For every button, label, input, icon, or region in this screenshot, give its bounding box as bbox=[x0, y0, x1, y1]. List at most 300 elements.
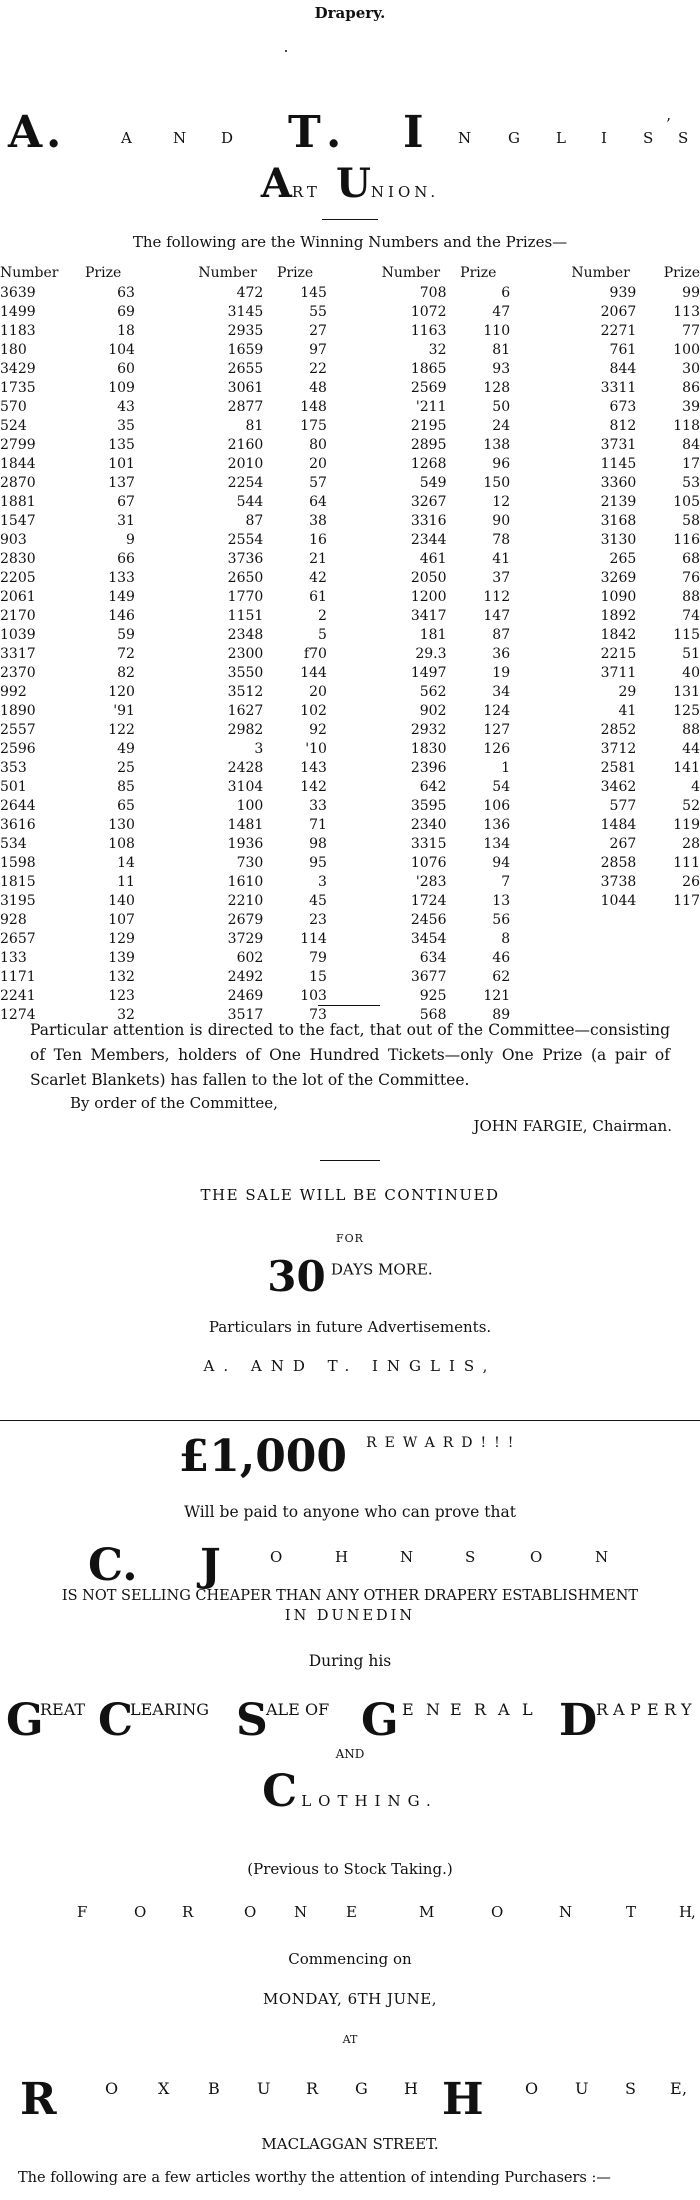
winning-number: 2554 bbox=[227, 532, 264, 548]
column-gap bbox=[510, 436, 565, 455]
winning-number: 1151 bbox=[227, 608, 264, 624]
column-gap bbox=[510, 721, 565, 740]
brand-dot-2: . bbox=[326, 107, 342, 158]
prize-number: 56 bbox=[492, 912, 511, 928]
brand-g: G bbox=[508, 129, 520, 147]
prize-number: 27 bbox=[309, 323, 327, 339]
prize-number: 147 bbox=[483, 608, 511, 624]
winning-number: 87 bbox=[245, 513, 264, 529]
prize-number: 146 bbox=[108, 608, 135, 624]
prize-row bbox=[0, 455, 700, 474]
winning-number: 1830 bbox=[410, 741, 447, 757]
prize-number: 53 bbox=[682, 475, 700, 491]
prize-row bbox=[0, 607, 700, 626]
prize-number: 46 bbox=[492, 950, 511, 966]
prize-number: 66 bbox=[117, 551, 135, 567]
prize-number: 100 bbox=[673, 342, 700, 358]
column-gap bbox=[135, 873, 192, 892]
winning-number: 1547 bbox=[0, 513, 36, 529]
column-gap bbox=[327, 645, 375, 664]
column-gap bbox=[135, 550, 192, 569]
column-gap bbox=[510, 588, 565, 607]
prize-number: 25 bbox=[117, 760, 135, 776]
column-gap bbox=[135, 645, 192, 664]
prize-number: 126 bbox=[483, 741, 511, 757]
prize-number: 94 bbox=[492, 855, 511, 871]
prize-row bbox=[0, 740, 700, 759]
brand-and-a: A bbox=[121, 129, 132, 147]
column-gap bbox=[135, 702, 192, 721]
winning-number: 2271 bbox=[600, 323, 637, 339]
winning-number: 3267 bbox=[410, 494, 447, 510]
winning-number: 2160 bbox=[227, 437, 264, 453]
prize-number: 133 bbox=[108, 570, 135, 586]
winning-number: 2569 bbox=[410, 380, 447, 396]
column-gap bbox=[327, 892, 375, 911]
prize-number: 16 bbox=[309, 532, 327, 548]
prize-number: 110 bbox=[483, 323, 511, 339]
prize-number bbox=[636, 987, 700, 1006]
column-gap bbox=[135, 816, 192, 835]
prize-number: 130 bbox=[108, 817, 135, 833]
prize-row bbox=[0, 436, 700, 455]
prize-row bbox=[0, 550, 700, 569]
winning-number: 3711 bbox=[600, 665, 637, 681]
prize-number: 40 bbox=[682, 665, 700, 681]
column-gap bbox=[135, 740, 192, 759]
previous-stock-taking: (Previous to Stock Taking.) bbox=[247, 1860, 453, 1878]
prize-number: 142 bbox=[300, 779, 327, 795]
winning-number: 1735 bbox=[0, 380, 36, 396]
column-gap bbox=[135, 569, 192, 588]
prize-number: 8 bbox=[501, 931, 511, 947]
winning-number: 3550 bbox=[227, 665, 264, 681]
winning-number: 2935 bbox=[227, 323, 264, 339]
order-line: By order of the Committee, bbox=[70, 1094, 278, 1112]
prize-number: 33 bbox=[309, 798, 327, 814]
winning-number: 2396 bbox=[410, 760, 447, 776]
winning-number: 133 bbox=[0, 950, 27, 966]
column-gap bbox=[510, 702, 565, 721]
column-gap bbox=[327, 911, 375, 930]
column-gap bbox=[510, 873, 565, 892]
column-gap bbox=[327, 417, 375, 436]
prize-number: 139 bbox=[108, 950, 135, 966]
prize-row bbox=[0, 303, 700, 322]
winning-number: 2596 bbox=[0, 741, 36, 757]
winning-number: 2300 bbox=[227, 646, 264, 662]
winning-number: 2010 bbox=[227, 456, 264, 472]
brand-i: I bbox=[601, 129, 607, 147]
prizes-intro: The following are the Winning Numbers and the Prizes— bbox=[132, 233, 568, 251]
winning-number: 2655 bbox=[227, 361, 264, 377]
prize-number: 47 bbox=[492, 304, 511, 320]
prize-number: 99 bbox=[682, 285, 700, 301]
column-gap bbox=[135, 436, 192, 455]
winning-number: 2067 bbox=[600, 304, 637, 320]
prize-number: 84 bbox=[682, 437, 700, 453]
column-gap bbox=[135, 911, 192, 930]
winning-number: 3712 bbox=[600, 741, 637, 757]
prize-number: 80 bbox=[309, 437, 327, 453]
winning-number: 562 bbox=[419, 684, 447, 700]
winning-number: 1627 bbox=[227, 703, 264, 719]
winning-number: 1865 bbox=[410, 361, 447, 377]
prize-number: 128 bbox=[483, 380, 511, 396]
commencing-on: Commencing on bbox=[288, 1950, 412, 1968]
winning-number: 1598 bbox=[0, 855, 36, 871]
month-letter: H bbox=[679, 1903, 693, 1921]
prize-row bbox=[0, 816, 700, 835]
prize-number: 21 bbox=[309, 551, 327, 567]
prize-number: 24 bbox=[492, 418, 511, 434]
prize-row bbox=[0, 778, 700, 797]
winning-number: 267 bbox=[609, 836, 637, 852]
prize-number: 112 bbox=[483, 589, 511, 605]
winning-number: 2650 bbox=[227, 570, 264, 586]
brand-dot: . bbox=[46, 107, 62, 158]
winning-number: 2877 bbox=[227, 399, 264, 415]
prize-row bbox=[0, 949, 700, 968]
winning-number: 2348 bbox=[227, 627, 264, 643]
winning-number: 634 bbox=[419, 950, 447, 966]
month-letter: T bbox=[626, 1903, 637, 1921]
winning-number: 501 bbox=[0, 779, 27, 795]
prize-row bbox=[0, 626, 700, 645]
winning-number: 1163 bbox=[410, 323, 447, 339]
prize-number: 20 bbox=[309, 684, 327, 700]
prize-row bbox=[0, 341, 700, 360]
winning-number: 1039 bbox=[0, 627, 36, 643]
winning-number: 1481 bbox=[227, 817, 264, 833]
winning-number: 1815 bbox=[0, 874, 36, 890]
winning-number: 265 bbox=[609, 551, 637, 567]
prize-number: 129 bbox=[108, 931, 135, 947]
prize-number: 98 bbox=[309, 836, 327, 852]
prize-number: 45 bbox=[309, 893, 327, 909]
for-one-month bbox=[0, 1903, 700, 1925]
month-letter: M bbox=[419, 1903, 435, 1921]
prize-number: 81 bbox=[492, 342, 511, 358]
brand-s: S bbox=[643, 129, 654, 147]
winning-number: 3729 bbox=[227, 931, 264, 947]
reward-heading bbox=[0, 1431, 700, 1482]
prize-number: 121 bbox=[483, 988, 511, 1004]
prize-number: 116 bbox=[673, 532, 700, 548]
prize-number: 125 bbox=[673, 703, 700, 719]
winning-number: 1610 bbox=[227, 874, 264, 890]
winning-number: 730 bbox=[236, 855, 264, 871]
column-gap bbox=[327, 474, 375, 493]
prize-row bbox=[0, 683, 700, 702]
winning-number: 1881 bbox=[0, 494, 36, 510]
winning-number: 2050 bbox=[410, 570, 447, 586]
winning-number: 902 bbox=[419, 703, 447, 719]
winning-number: 2557 bbox=[0, 722, 36, 738]
winning-number: 2830 bbox=[0, 551, 36, 567]
column-gap bbox=[510, 816, 565, 835]
column-gap bbox=[510, 645, 565, 664]
johnson-name: C. J O H N S O N bbox=[88, 1540, 609, 1591]
column-gap bbox=[510, 911, 565, 930]
for-word: FOR bbox=[336, 1232, 364, 1245]
column-gap bbox=[510, 930, 565, 949]
reward-word: REWARD!!! bbox=[366, 1435, 522, 1451]
prize-number: 49 bbox=[117, 741, 135, 757]
column-gap bbox=[327, 873, 375, 892]
winning-number: 2061 bbox=[0, 589, 36, 605]
month-letter: F bbox=[77, 1903, 88, 1921]
reward-amount: £1,000 bbox=[178, 1431, 348, 1482]
winning-number: 3738 bbox=[600, 874, 637, 890]
column-gap bbox=[510, 835, 565, 854]
month-letter: O bbox=[244, 1903, 257, 1921]
column-gap bbox=[135, 284, 192, 303]
winning-number: 2799 bbox=[0, 437, 36, 453]
prize-number: 37 bbox=[492, 570, 511, 586]
prize-row bbox=[0, 968, 700, 987]
prize-number: 101 bbox=[108, 456, 135, 472]
prize-number: 60 bbox=[117, 361, 135, 377]
prize-number: 141 bbox=[673, 760, 700, 776]
winning-number: 3429 bbox=[0, 361, 36, 377]
prize-number: 145 bbox=[300, 285, 327, 301]
prize-row bbox=[0, 797, 700, 816]
column-gap bbox=[510, 683, 565, 702]
column-gap bbox=[510, 341, 565, 360]
month-letter: O bbox=[491, 1903, 504, 1921]
column-gap bbox=[135, 512, 192, 531]
column-gap bbox=[135, 797, 192, 816]
winning-number: 3595 bbox=[410, 798, 447, 814]
column-gap bbox=[327, 949, 375, 968]
column-gap bbox=[327, 930, 375, 949]
winning-number bbox=[565, 949, 636, 968]
prize-row bbox=[0, 702, 700, 721]
winning-number: 1171 bbox=[0, 969, 36, 985]
winning-number: 2210 bbox=[227, 893, 264, 909]
prize-number: 30 bbox=[682, 361, 700, 377]
column-gap bbox=[327, 702, 375, 721]
column-gap bbox=[510, 569, 565, 588]
prize-number: 63 bbox=[117, 285, 135, 301]
prize-number: 18 bbox=[117, 323, 135, 339]
prize-number: 55 bbox=[309, 304, 327, 320]
column-gap bbox=[510, 607, 565, 626]
column-gap bbox=[135, 303, 192, 322]
prize-number bbox=[636, 911, 700, 930]
winning-number: 3316 bbox=[410, 513, 447, 529]
prize-number: 22 bbox=[309, 361, 327, 377]
column-gap bbox=[327, 607, 375, 626]
not-selling-line: IS NOT SELLING CHEAPER THAN ANY OTHER DRAPERY ESTABLISHMENT bbox=[61, 1588, 639, 1604]
column-gap bbox=[510, 854, 565, 873]
column-gap bbox=[510, 892, 565, 911]
prize-number bbox=[636, 930, 700, 949]
prize-number: 115 bbox=[673, 627, 700, 643]
prize-number: 15 bbox=[309, 969, 327, 985]
sale-continued: THE SALE WILL BE CONTINUED bbox=[200, 1186, 500, 1204]
column-gap bbox=[510, 474, 565, 493]
prize-number: 86 bbox=[682, 380, 700, 396]
winning-number: 3317 bbox=[0, 646, 36, 662]
column-gap bbox=[327, 683, 375, 702]
column-gap bbox=[510, 968, 565, 987]
prize-row bbox=[0, 474, 700, 493]
prize-number: 51 bbox=[682, 646, 700, 662]
roxburgh-house: R O X B U R G H H O U S E , bbox=[20, 2074, 688, 2125]
stray-dot bbox=[285, 50, 287, 52]
column-gap bbox=[135, 607, 192, 626]
prize-number: 67 bbox=[117, 494, 135, 510]
divider bbox=[322, 219, 378, 220]
winning-number: 2644 bbox=[0, 798, 36, 814]
column-gap bbox=[135, 854, 192, 873]
prize-number: 50 bbox=[492, 399, 511, 415]
winning-number: 2982 bbox=[227, 722, 264, 738]
column-gap bbox=[327, 455, 375, 474]
winning-number: 3517 bbox=[227, 1007, 264, 1023]
prize-number: 96 bbox=[492, 456, 511, 472]
winning-number: 472 bbox=[236, 285, 264, 301]
column-gap bbox=[510, 949, 565, 968]
column-gap bbox=[327, 360, 375, 379]
days-number: 30 bbox=[267, 1252, 326, 1301]
prize-number: 90 bbox=[492, 513, 511, 529]
winning-number: 3061 bbox=[227, 380, 264, 396]
prize-number: 11 bbox=[117, 874, 135, 890]
column-gap bbox=[135, 930, 192, 949]
column-gap bbox=[510, 512, 565, 531]
column-gap bbox=[510, 303, 565, 322]
column-gap bbox=[327, 626, 375, 645]
winning-number: 3512 bbox=[227, 684, 264, 700]
divider bbox=[318, 1005, 380, 1006]
prize-number: 65 bbox=[117, 798, 135, 814]
column-gap bbox=[327, 569, 375, 588]
prize-number: 19 bbox=[492, 665, 511, 681]
brand-letter-a: A bbox=[8, 107, 43, 158]
prize-number: 79 bbox=[309, 950, 327, 966]
prize-number: 95 bbox=[309, 855, 327, 871]
winning-number: 3130 bbox=[600, 532, 637, 548]
column-gap bbox=[327, 398, 375, 417]
winning-number: 1659 bbox=[227, 342, 264, 358]
prize-number: '10 bbox=[305, 741, 327, 757]
column-gap bbox=[135, 892, 192, 911]
column-gap bbox=[135, 588, 192, 607]
particulars-line: Particulars in future Advertisements. bbox=[208, 1318, 492, 1336]
column-gap bbox=[327, 379, 375, 398]
month-letter: E bbox=[346, 1903, 357, 1921]
prize-number: 38 bbox=[309, 513, 327, 529]
winning-number: 3736 bbox=[227, 551, 264, 567]
prize-number: 12 bbox=[492, 494, 511, 510]
prize-number: 131 bbox=[673, 684, 700, 700]
column-gap bbox=[327, 740, 375, 759]
prize-number: 61 bbox=[309, 589, 327, 605]
prize-row bbox=[0, 322, 700, 341]
column-gap bbox=[135, 987, 192, 1006]
prize-number: 122 bbox=[108, 722, 135, 738]
prize-row bbox=[0, 569, 700, 588]
prize-number: 2 bbox=[318, 608, 327, 624]
prize-number: 23 bbox=[309, 912, 327, 928]
column-gap bbox=[327, 588, 375, 607]
will-be-paid: Will be paid to anyone who can prove that bbox=[184, 1503, 516, 1521]
winning-number: 3168 bbox=[600, 513, 637, 529]
section-divider bbox=[0, 1420, 700, 1421]
street-name: MACLAGGAN STREET. bbox=[261, 2135, 439, 2153]
prize-row bbox=[0, 360, 700, 379]
column-gap bbox=[510, 360, 565, 379]
column-gap bbox=[135, 721, 192, 740]
clothing-title: CLOTHING. bbox=[262, 1766, 438, 1817]
prize-row bbox=[0, 645, 700, 664]
month-letter: O bbox=[134, 1903, 147, 1921]
prize-number: 13 bbox=[492, 893, 511, 909]
winning-number: 1076 bbox=[410, 855, 447, 871]
prize-row bbox=[0, 854, 700, 873]
committee-notice: Particular attention is directed to the fact, that out of the Committee—consisting of Ten Members, holders of One Hundred Tickets—only One Prize (a pair of Scarlet Blankets) has fallen to the lot of the Committee. bbox=[30, 1021, 670, 1089]
prize-number: 43 bbox=[117, 399, 135, 415]
winning-number: 41 bbox=[618, 703, 637, 719]
column-gap bbox=[510, 797, 565, 816]
prize-number: 28 bbox=[682, 836, 700, 852]
winning-number: 2492 bbox=[227, 969, 264, 985]
column-gap bbox=[510, 417, 565, 436]
prize-number: 71 bbox=[309, 817, 327, 833]
column-gap bbox=[510, 493, 565, 512]
prize-number: 149 bbox=[108, 589, 135, 605]
in-dunedin: IN DUNEDIN bbox=[284, 1608, 416, 1624]
winning-number: 1497 bbox=[410, 665, 447, 681]
prize-number: 109 bbox=[108, 380, 135, 396]
prize-number: 88 bbox=[682, 722, 700, 738]
prize-number: 9 bbox=[126, 532, 135, 548]
winning-number: 3360 bbox=[600, 475, 637, 491]
winning-number: 2215 bbox=[600, 646, 637, 662]
column-gap bbox=[327, 436, 375, 455]
winning-number: 1145 bbox=[600, 456, 637, 472]
column-gap bbox=[135, 968, 192, 987]
column-gap bbox=[510, 531, 565, 550]
winning-number: 1072 bbox=[410, 304, 447, 320]
column-gap bbox=[327, 721, 375, 740]
prize-number: 7 bbox=[501, 874, 511, 890]
prize-number: 6 bbox=[501, 285, 511, 301]
column-gap bbox=[327, 759, 375, 778]
winning-number: 3269 bbox=[600, 570, 637, 586]
column-gap bbox=[327, 531, 375, 550]
winning-number: 3417 bbox=[410, 608, 447, 624]
prize-row bbox=[0, 512, 700, 531]
column-gap bbox=[327, 797, 375, 816]
prize-number: f70 bbox=[303, 646, 327, 662]
prize-number: 34 bbox=[492, 684, 511, 700]
column-gap bbox=[510, 778, 565, 797]
prize-number: 3 bbox=[318, 874, 327, 890]
column-gap bbox=[327, 303, 375, 322]
column-gap bbox=[510, 987, 565, 1006]
winning-number: 2428 bbox=[227, 760, 264, 776]
prize-number: 78 bbox=[492, 532, 511, 548]
winning-number: 2858 bbox=[600, 855, 637, 871]
column-gap bbox=[135, 360, 192, 379]
prize-number: 108 bbox=[108, 836, 135, 852]
column-gap bbox=[327, 550, 375, 569]
column-gap bbox=[510, 740, 565, 759]
